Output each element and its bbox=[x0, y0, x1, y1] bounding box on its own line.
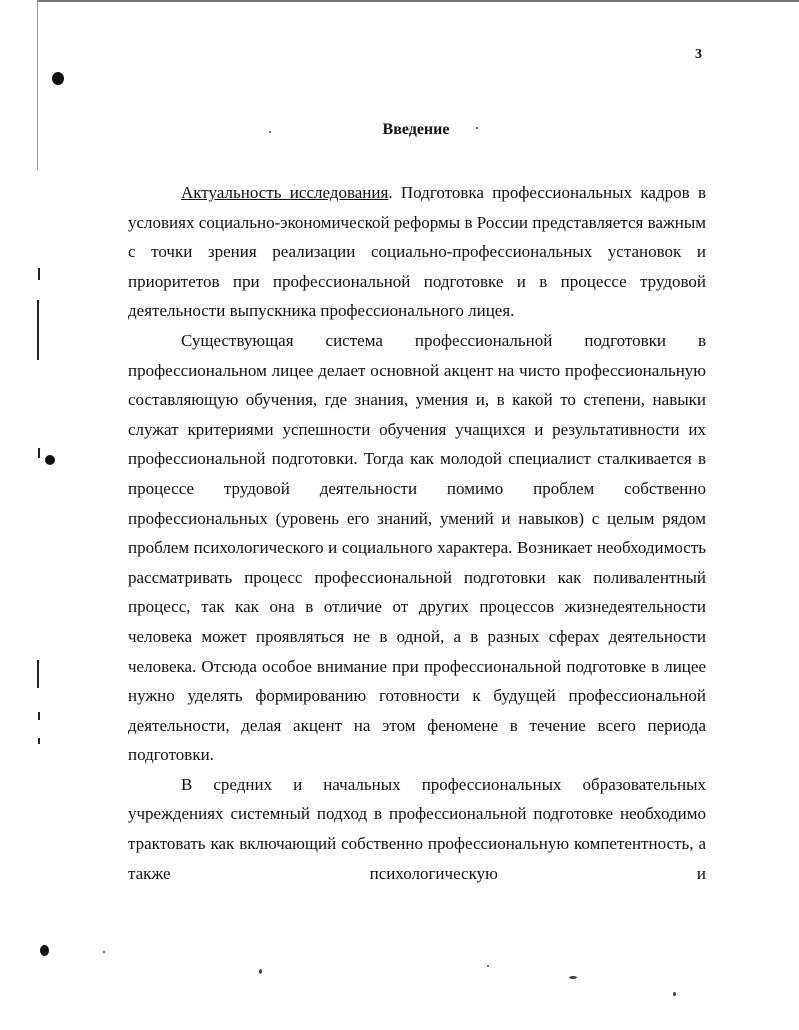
scan-margin-mark bbox=[37, 300, 39, 360]
scan-speck bbox=[673, 992, 676, 996]
scan-speck bbox=[487, 965, 489, 967]
scan-margin-mark bbox=[38, 268, 40, 280]
binding-hole-mark bbox=[52, 72, 64, 85]
scan-speck bbox=[259, 969, 262, 974]
scan-margin-mark bbox=[37, 660, 39, 688]
page-number: 3 bbox=[695, 47, 702, 62]
scan-edge-top bbox=[38, 0, 799, 2]
scan-speck bbox=[103, 951, 105, 953]
paragraph-lead-punctuation: . bbox=[388, 183, 393, 202]
scan-speck bbox=[569, 976, 577, 979]
scan-margin-mark bbox=[38, 738, 40, 744]
binding-hole-mark bbox=[40, 945, 49, 956]
body-text bbox=[128, 178, 706, 888]
paragraph-lead: Актуальность исследования bbox=[181, 183, 389, 202]
binding-hole-mark bbox=[45, 455, 55, 465]
paragraph bbox=[128, 178, 706, 326]
scan-margin-mark bbox=[38, 448, 40, 458]
page-title: Введение bbox=[382, 121, 450, 138]
paragraph: Существующая система профессиональной подготовки в профессиональном лицее делает основной акцент на чисто профессиональную составляющую обучения, где знания, умения и, в какой то степени, навыки служат критериями успешности обучения учащихся и результативности их профессиональной подготовки. Тогда как молодой специалист сталкивается в процессе трудовой деятельности помимо проблем собственно профессиональных (уровень его знаний, умений и навыков) с целым рядом проблем психологического и социального характера. Возникает необходимость рассматривать процесс профессиональной подготовки как поливалентный процесс, так как она в отличие от других процессов жизнедеятельности человека может проявляться не в одной, а в разных сферах деятельности человека. Отсюда особое внимание при профессиональной подготовке в лицее нужно уделять формированию готовности к будущей профессиональной деятельности, делая акцент на этом феномене в течение всего периода подготовки. bbox=[128, 330, 706, 765]
paragraph-text: Подготовка профессиональных кадров в условиях социально-экономической реформы в России представляется важным с точки зрения реализации социально-профессиональных установок и приоритетов при профессиональной подготовке и в процессе трудовой деятельности выпускника профессионального лицея. bbox=[128, 183, 706, 321]
paragraph: В средних и начальных профессиональных образовательных учреждениях системный подход в профессиональной подготовке необходимо трактовать как включающий собственно профессиональную компетентность, а также психологическую и bbox=[128, 774, 706, 883]
scan-margin-mark bbox=[38, 712, 40, 720]
scan-edge-left bbox=[37, 0, 38, 170]
